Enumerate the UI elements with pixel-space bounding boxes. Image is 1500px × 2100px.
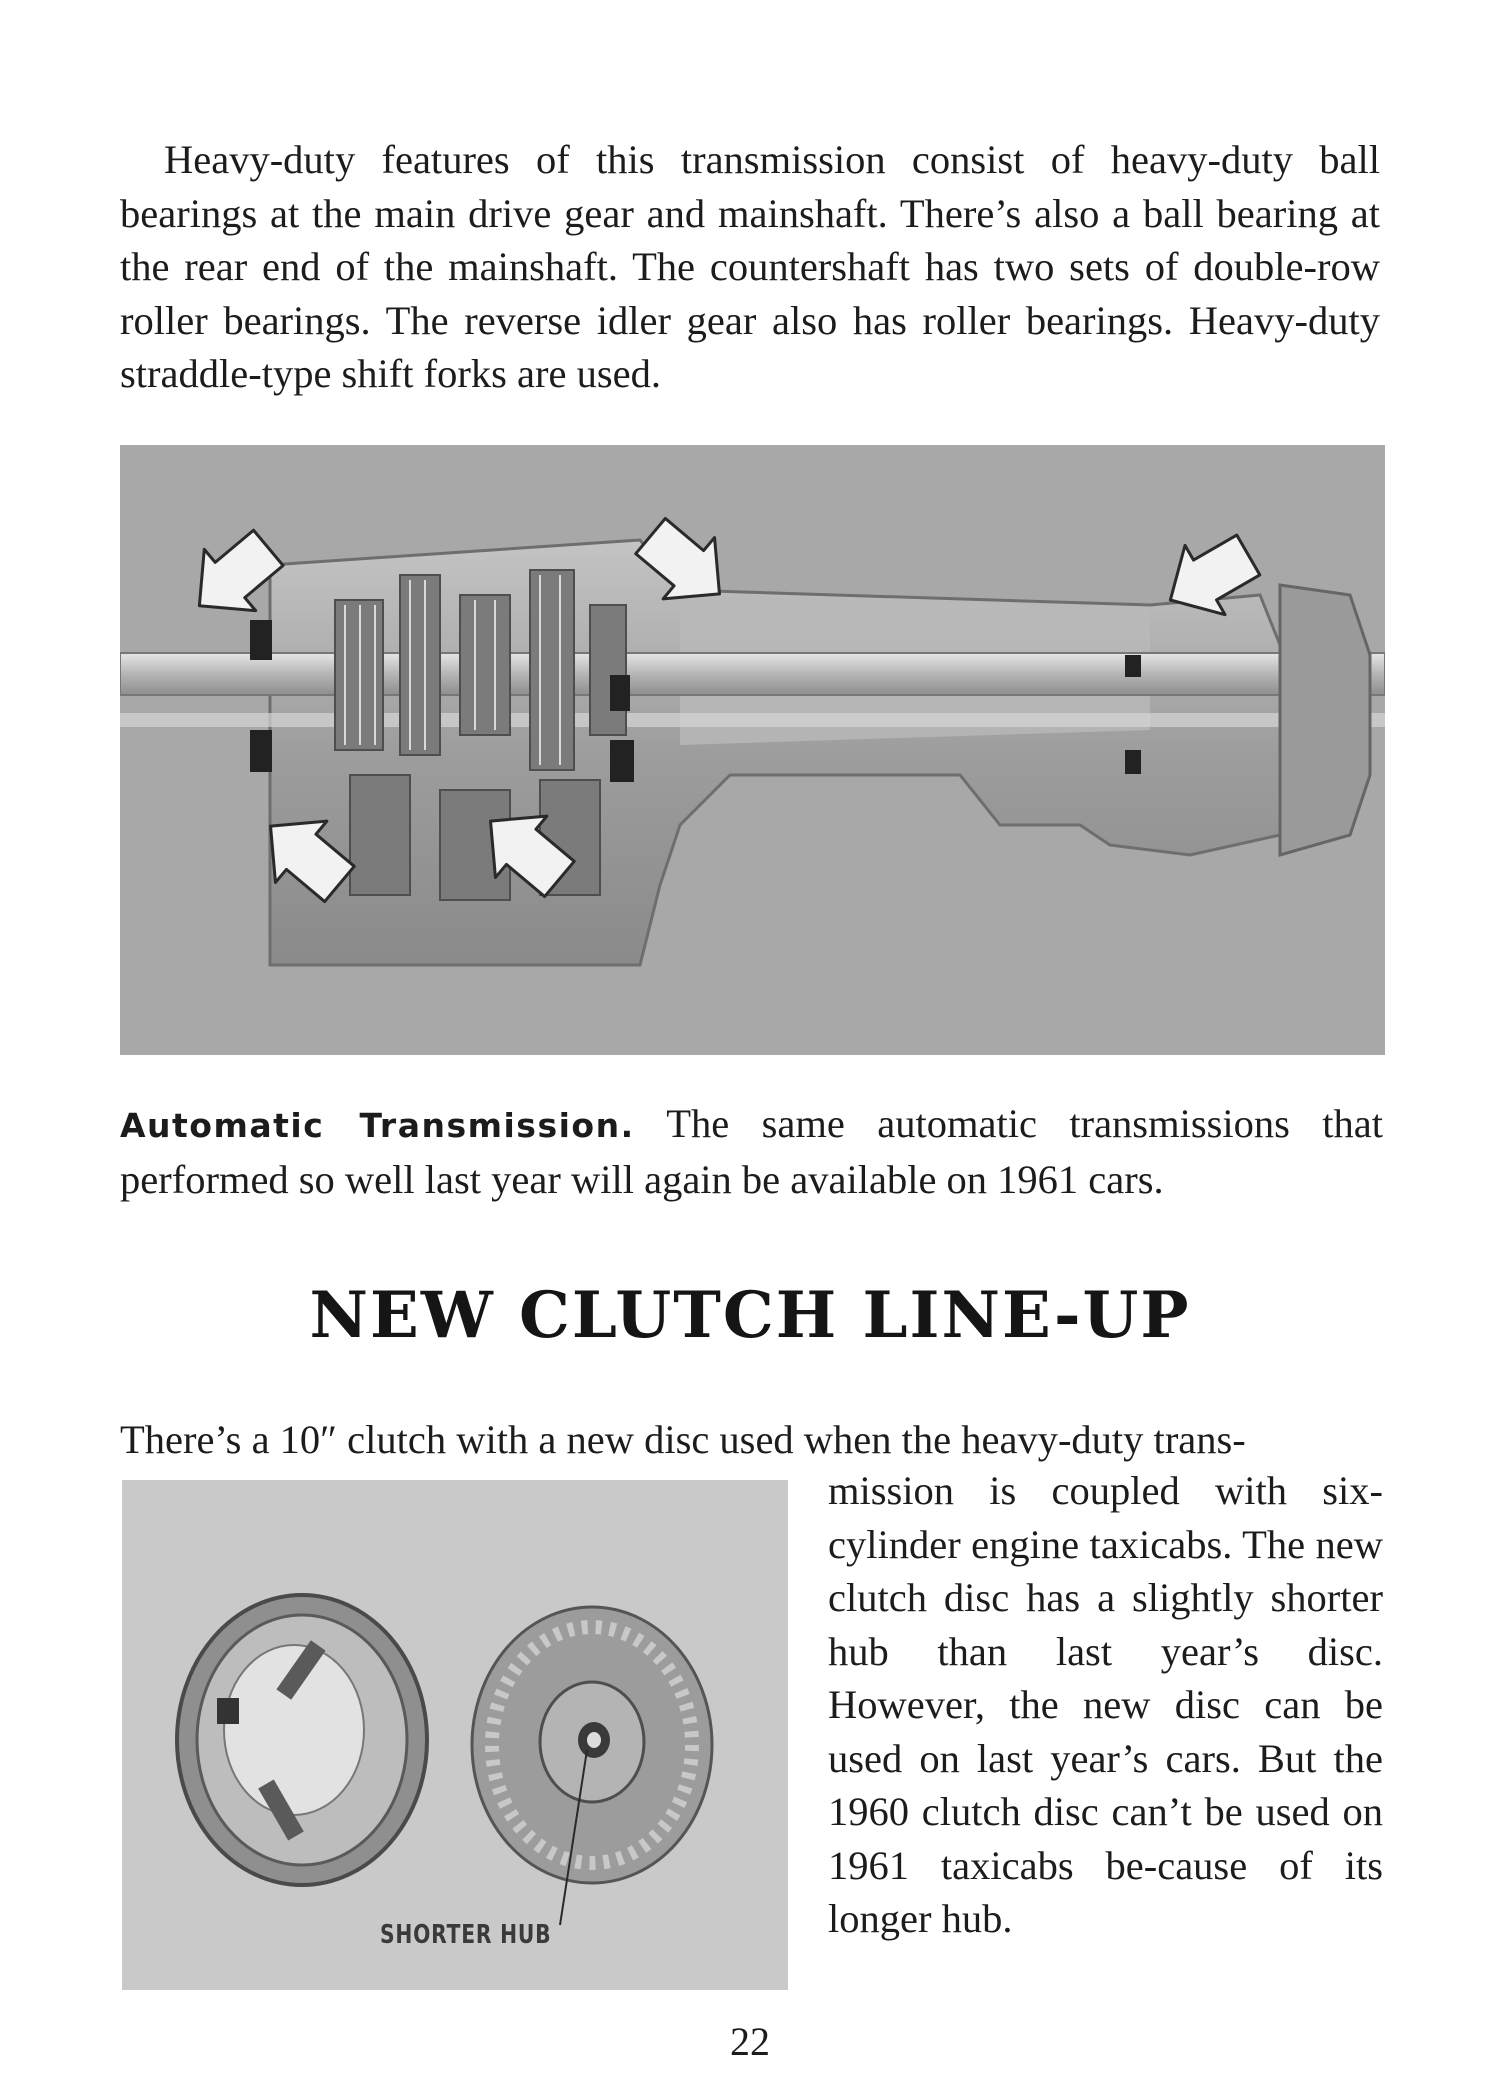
section-heading: NEW CLUTCH LINE-UP bbox=[309, 1278, 1191, 1353]
transmission-cutaway-photo bbox=[120, 445, 1385, 1055]
clutch-body-paragraph: mission is coupled with six-cylinder engine taxicabs. The new clutch disc has a slightly shorter hub than last year’s disc. However, the new disc can be used on last year’s cars. But the 1960 clutch disc can’t be used on 1961 taxicabs be-cause of its longer hub. bbox=[828, 1468, 1383, 1941]
clutch-and-disc-photo bbox=[122, 1480, 788, 1990]
automatic-transmission-paragraph bbox=[120, 1097, 1383, 1206]
intro-paragraph: Heavy-duty features of this transmission consist of heavy-duty ball bearings at the main drive gear and mainshaft. There’s also a ball bearing at the rear end of the mainshaft. The countershaft has two sets of double-row roller bearings. The reverse idler gear also has roller bearings. Heavy-duty straddle-type shift forks are used. bbox=[120, 137, 1380, 396]
clutch-lead-line: There’s a 10″ clutch with a new disc used when the heavy-duty trans- bbox=[120, 1417, 1246, 1462]
shorter-hub-label: SHORTER HUB bbox=[380, 1920, 552, 1950]
page-number: 22 bbox=[730, 2019, 770, 2064]
automatic-transmission-text: The same automatic transmissions that performed so well last year will again be available on 1961 cars. bbox=[120, 1101, 1383, 1202]
automatic-transmission-runin: Automatic Transmission. bbox=[120, 1106, 635, 1145]
